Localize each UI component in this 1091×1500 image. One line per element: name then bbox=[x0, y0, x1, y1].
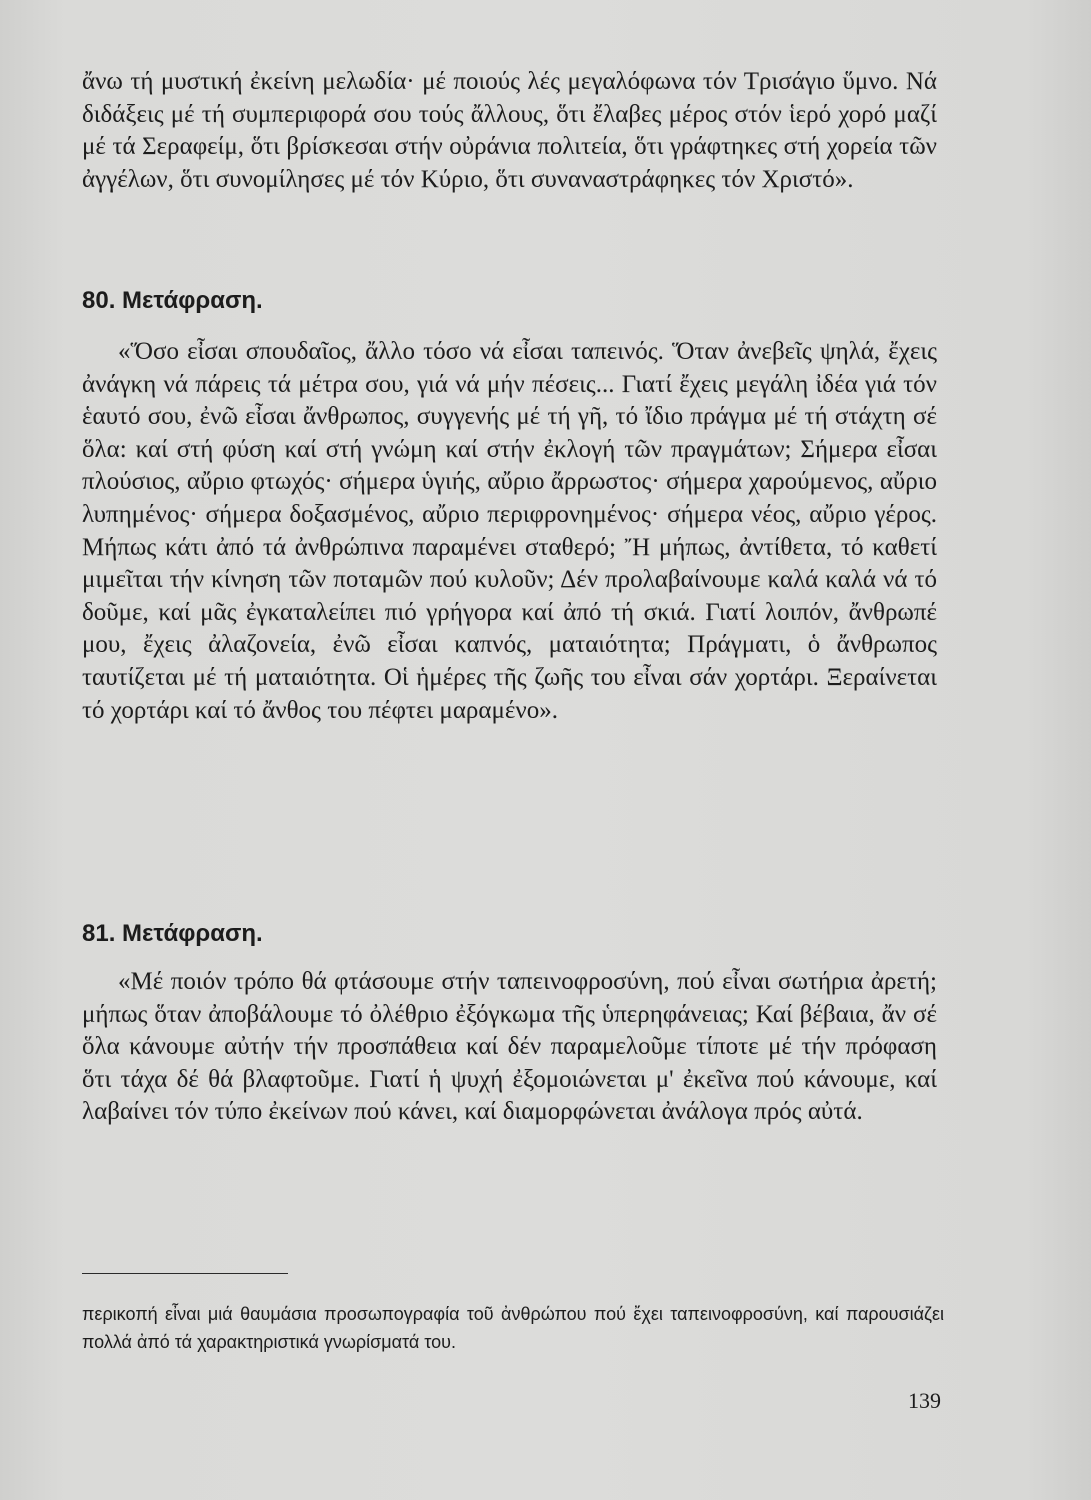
section-80-text: «Ὅσο εἶσαι σπουδαῖος, ἄλλο τόσο νά εἶσαι ταπεινός. Ὅταν ἀνεβεῖς ψηλά, ἔχεις ἀνάγκη νά πάρεις τά μέτρα σου, γιά νά μήν πέσεις... Γιατί ἔχεις μεγάλη ἰδέα γιά τόν ἑαυτό σου, ἐνῶ εἶσαι ἄνθρωπος, συγγενής μέ τή γῆ, τό ἴδιο πράγμα μέ τή στάχτη σέ ὅλα: καί στή φύση καί στή γνώμη καί στήν ἐκλογή τῶν πραγμάτων; Σήμερα εἶσαι πλούσιος, αὔριο φτωχός· σήμερα ὑγιής, αὔριο ἄρρωστος· σήμερα χαρούμενος, αὔριο λυπημένος· σήμερα δοξασμένος, αὔριο περιφρονημένος· σήμερα νέος, αὔριο γέρος. Μήπως κάτι ἀπό τά ἀνθρώπινα παραμένει σταθερό; Ἤ μήπως, ἀντίθετα, τό καθετί μιμεῖται τήν κίνηση τῶν ποταμῶν πού κυλοῦν; Δέν προλαβαίνουμε καλά καλά νά τό δοῦμε, καί μᾶς ἐγκαταλείπει πιό γρήγορα καί ἀπό τή σκιά. Γιατί λοιπόν, ἄνθρωπέ μου, ἔχεις ἀλαζονεία, ἐνῶ εἶσαι καπνός, ματαιότητα; Πράγματι, ὁ ἄνθρωπος ταυτίζεται μέ τή ματαιότητα. Οἱ ἡμέρες τῆς ζωῆς του εἶναι σάν χορτάρι. Ξεραίνεται τό χορτάρι καί τό ἄνθος του πέφτει μαραμένο». bbox=[82, 338, 937, 724]
section-81-text: «Μέ ποιόν τρόπο θά φτάσουμε στήν ταπεινοφροσύνη, πού εἶναι σωτήρια ἀρετή; μήπως ὅταν ἀποβάλουμε τό ὀλέθριο ἐξόγκωμα τῆς ὑπερηφάνειας; Καί βέβαια, ἄν σέ ὅλα κάνουμε αὐτήν τήν προσπάθεια καί δέν παραμελοῦμε τίποτε μέ τήν πρόφαση ὅτι τάχα δέ θά βλαφτοῦμε. Γιατί ἡ ψυχή ἐξομοιώνεται μ' ἐκεῖνα πού κάνουμε, καί λαβαίνει τόν τύπο ἐκείνων πού κάνει, καί διαμορφώνεται ἀνάλογα πρός αὐτά. bbox=[82, 968, 937, 1126]
section-80-heading: 80. Μετάφραση. bbox=[82, 287, 263, 314]
page-number: 139 bbox=[908, 1388, 941, 1413]
intro-paragraph: ἄνω τή μυστική ἐκείνη μελωδία· μέ ποιούς λές μεγαλόφωνα τόν Τρισάγιο ὕμνο. Νά διδάξεις μέ τή συμπεριφορά σου τούς ἄλλους, ὅτι ἔλαβες μέρος στόν ἱερό χορό μαζί μέ τά Σεραφείμ, ὅτι βρίσκεσαι στήν οὐράνια πολιτεία, ὅτι γράφτηκες στή χορεία τῶν ἀγγέλων, ὅτι συνομίλησες μέ τόν Κύριο, ὅτι συναναστράφηκες τόν Χριστό». bbox=[82, 68, 937, 193]
footnote-text: περικοπή εἶναι μιά θαυμάσια προσωπογραφία τοῦ ἀνθρώπου πού ἔχει ταπεινοφροσύνη, καί παρουσιάζει πολλά ἀπό τά χαρακτηριστικά γνωρίσματά του. bbox=[82, 1304, 944, 1352]
footnote-divider bbox=[82, 1273, 288, 1274]
section-81-heading: 81. Μετάφραση. bbox=[82, 920, 263, 947]
